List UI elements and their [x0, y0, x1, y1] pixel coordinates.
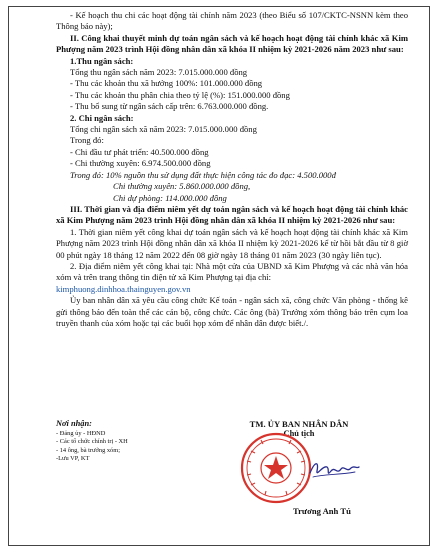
recipient-item: -Lưu VP, KT: [56, 455, 90, 463]
expenditure-heading: 2. Chi ngân sách:: [70, 112, 134, 123]
recipient-item: - 14 ông, bà trưởng xóm;: [56, 446, 120, 454]
recipient-item: - Các tổ chức chính trị - XH: [56, 438, 128, 446]
posting-time: 1. Thời gian niêm yết công khai dự toán ngân sách và kế hoạch hoạt động tài chính khác xã Kim Phượng năm 2023 trình Hội đồng nhân dân xã khóa II nhiệm kỳ 2021-2026 kể từ hồi bắt đầu từ 8 giờ 00 phút ngày 18 tháng 12 năm 2022 đến 08 giờ ngày 18 tháng 01 năm 2023 (30 ngày liên tục).: [56, 226, 408, 260]
handwritten-signature: [307, 455, 361, 483]
posting-location: 2. Địa điểm niêm yết công khai tại: Nhà một cửa của UBND xã Kim Phượng và các nhà văn hóa xóm và trên trang thông tin điện tử xã Kim Phượng tại địa chỉ:: [56, 260, 408, 283]
expenditure-including: Trong đó:: [70, 135, 104, 146]
expenditure-detail-3: Chi dự phòng: 114.000.000 đồng: [113, 192, 227, 203]
plan-line: - Kế hoạch thu chi các hoạt động tài chính năm 2023 (theo Biểu số 107/CKTC-NSNN kèm theo Thông báo này);: [56, 10, 408, 32]
section-iii-heading: III. Thời gian và địa điểm niêm yết dự toán ngân sách và kế hoạch hoạt động tài chính khác xã Kim Phượng năm 2023 trình Hội đồng nhân dân xã khóa II nhiệm kỳ 2021-2026 như sau:: [56, 203, 408, 226]
section-ii-heading: II. Công khai thuyết minh dự toán ngân sách và kế hoạch hoạt động tài chính khác xã Kim Phượng năm 2023 trình Hội đồng nhân dân xã khóa II nhiệm kỳ 2021-2026 năm 2023 như sau:: [56, 32, 408, 55]
recipients-title: Nơi nhận:: [56, 419, 92, 428]
expenditure-item-1: - Chi đầu tư phát triển: 40.500.000 đồng: [70, 146, 209, 157]
closing-paragraph: Ủy ban nhân dân xã yêu cầu công chức Kế toán - ngân sách xã, công chức Văn phòng - thống kê gửi thông báo đến toàn thể các cán bộ, công chức. Các ông (bà) Trưởng xóm thông báo trên cụm loa truyền thanh của xóm hoặc tại các buổi họp xóm để nhân dân được biết./.: [56, 295, 408, 328]
revenue-item-2: - Thu các khoản thu phân chia theo tỷ lệ (%): 151.000.000 đồng: [70, 89, 290, 100]
revenue-heading: 1.Thu ngân sách:: [70, 55, 134, 66]
footer: [56, 419, 428, 544]
signature-org: TM. ỦY BAN NHÂN DÂN: [249, 419, 349, 429]
revenue-item-3: - Thu bổ sung từ ngân sách cấp trên: 6.763.000.000 đồng.: [70, 101, 269, 112]
revenue-item-1: - Thu các khoản thu xã hưởng 100%: 101.000.000 đồng: [70, 78, 263, 89]
expenditure-detail-2: Chi thường xuyên: 5.860.000.000 đồng,: [113, 181, 251, 192]
expenditure-detail-1: Trong đó: 10% nguồn thu sử dụng đất thực hiện công tác đo đạc: 4.500.000đ: [70, 169, 336, 180]
signature-role: Chủ tịch: [283, 429, 315, 438]
signature-block: [239, 419, 359, 516]
official-seal-icon: [239, 431, 313, 505]
expenditure-total: Tổng chi ngân sách xã năm 2023: 7.015.000.000 đồng: [70, 124, 257, 135]
revenue-total: Tổng thu ngân sách năm 2023: 7.015.000.000 đồng: [70, 67, 248, 78]
recipient-item: - Đảng ủy - HĐND: [56, 430, 106, 437]
website-link[interactable]: kimphuong.dinhhoa.thainguyen.gov.vn: [56, 283, 191, 294]
signer-name: Trương Anh Tú: [293, 506, 351, 516]
document-body: [56, 10, 408, 329]
expenditure-item-2: - Chi thường xuyên: 6.974.500.000 đồng: [70, 158, 211, 169]
